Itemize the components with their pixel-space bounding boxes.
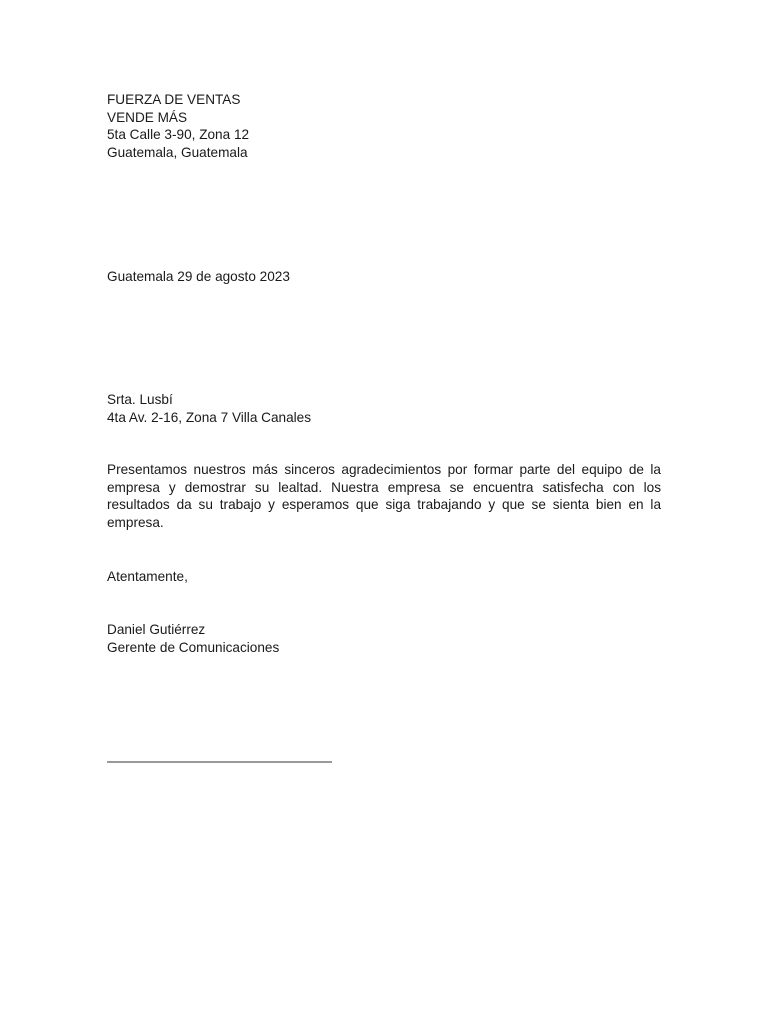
sender-city: Guatemala, Guatemala: [107, 144, 248, 160]
letter-closing: Atentamente,: [107, 569, 188, 584]
signer-name: Daniel Gutiérrez: [107, 622, 206, 637]
recipient-block: [107, 391, 311, 426]
sender-address-block: [107, 91, 249, 161]
signer-block: [107, 621, 279, 656]
letter-date: Guatemala 29 de agosto 2023: [107, 269, 290, 284]
signer-title: Gerente de Comunicaciones: [107, 639, 280, 655]
recipient-address: 4ta Av. 2-16, Zona 7 Villa Canales: [107, 409, 312, 425]
letter-body: Presentamos nuestros más sinceros agradecimientos por formar parte del equipo de la empresa y demostrar su lealtad. Nuestra empresa se encuentra satisfecha con los resultados da su trabajo y esperamos que siga trabajando y que se sienta bien en la empresa.: [107, 462, 661, 530]
sender-street: 5ta Calle 3-90, Zona 12: [107, 127, 250, 143]
recipient-name: Srta. Lusbí: [107, 392, 173, 407]
sender-company-slogan: VENDE MÁS: [107, 109, 188, 125]
sender-company-name: FUERZA DE VENTAS: [107, 92, 241, 107]
signature-line: [107, 761, 332, 763]
